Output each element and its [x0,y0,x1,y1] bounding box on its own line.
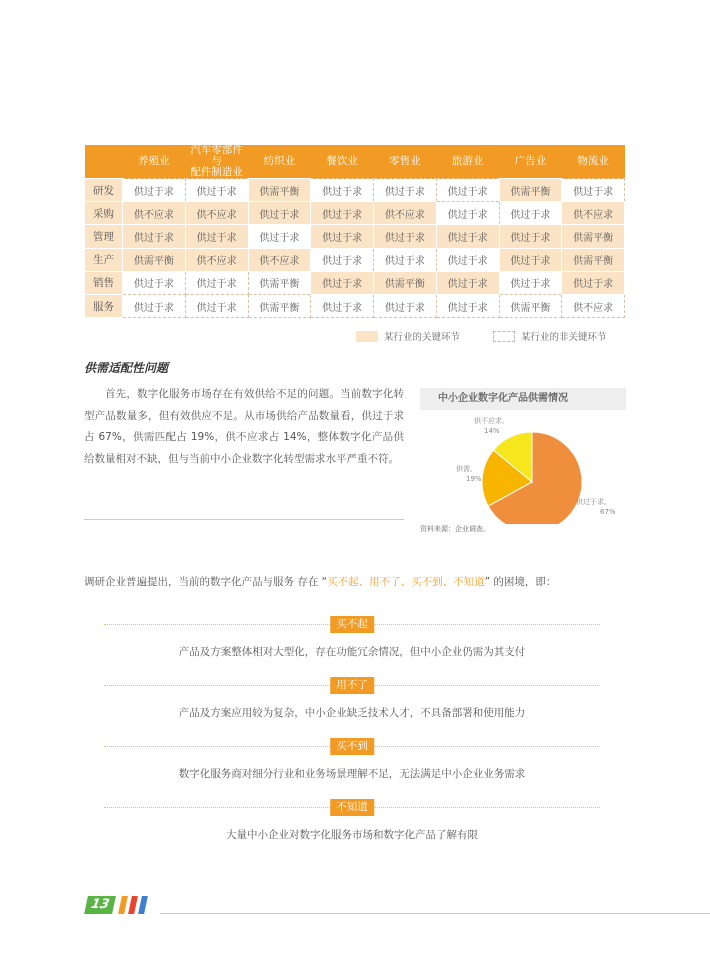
matrix-cell: 供过于求 [499,202,562,225]
matrix-cell: 供过于求 [436,294,499,317]
pie-slice-label: 供不应求, [474,417,505,425]
legend-key [356,329,460,343]
matrix-cell: 供不应求 [562,202,625,225]
matrix-cell: 供过于求 [123,271,186,294]
intro-after: ” 的困境，即： [484,576,557,588]
matrix-cell: 供过于求 [374,294,437,317]
matrix-row [85,294,625,317]
matrix-column-header: 零售业 [374,145,437,179]
matrix-cell: 供过于求 [374,225,437,248]
matrix-column-header: 养殖业 [123,145,186,179]
matrix-cell: 供过于求 [185,179,248,202]
matrix-column-header: 旅游业 [436,145,499,179]
matrix-column-header: 汽车零部件与 配件制造业 [185,145,248,179]
matrix-corner [85,145,123,179]
matrix-cell: 供过于求 [185,271,248,294]
paragraph-divider [84,519,404,520]
matrix-row-header: 销售 [85,271,123,294]
footer-stripe-orange [118,896,128,914]
matrix-cell: 供过于求 [248,202,311,225]
page-number: 13 [84,896,116,914]
matrix-cell: 供过于求 [374,248,437,271]
matrix-cell: 供需平衡 [248,271,311,294]
matrix-cell: 供过于求 [311,179,374,202]
matrix-cell: 供需平衡 [248,294,311,317]
matrix-cell: 供过于求 [311,294,374,317]
matrix-row-header: 服务 [85,294,123,317]
matrix-cell: 供过于求 [311,225,374,248]
legend-key-label: 某行业的关键环节 [384,332,461,343]
matrix-cell: 供需平衡 [123,248,186,271]
matrix-cell: 供过于求 [436,271,499,294]
matrix-cell: 供不应求 [374,202,437,225]
problem-description: 产品及方案整体相对大型化，存在功能冗余情况，但中小企业仍需为其支付 [178,646,526,658]
legend-key-swatch [356,331,378,342]
matrix-cell: 供不应求 [248,248,311,271]
matrix-row-header: 研发 [85,179,123,202]
problem-description: 数字化服务商对细分行业和业务场景理解不足，无法满足中小企业业务需求 [178,768,526,780]
problem-block [104,616,600,666]
matrix-cell: 供过于求 [436,225,499,248]
pie-slice-percent: 67% [600,508,616,516]
matrix-cell: 供不应求 [185,248,248,271]
problem-block [104,677,600,727]
matrix-row [85,271,625,294]
intro-highlight: 买不起、用不了、买不到、不知道 [327,576,485,588]
legend-nonkey-swatch [493,331,515,342]
matrix-cell: 供过于求 [248,225,311,248]
matrix-cell: 供需平衡 [499,294,562,317]
supply-demand-matrix [84,145,625,318]
pie-chart-panel [420,388,626,538]
footer-stripe-blue [138,896,148,914]
matrix-cell: 供过于求 [311,248,374,271]
matrix-cell: 供过于求 [123,225,186,248]
matrix-cell: 供过于求 [499,225,562,248]
matrix-row [85,248,625,271]
problem-block [104,799,600,849]
matrix-cell: 供过于求 [123,294,186,317]
matrix-cell: 供需平衡 [562,248,625,271]
problem-description: 产品及方案应用较为复杂，中小企业缺乏技术人才，不具备部署和使用能力 [178,707,526,719]
pie-slice-label: 供需, [456,465,473,473]
matrix-cell: 供过于求 [311,271,374,294]
matrix-cell: 供不应求 [123,202,186,225]
matrix-cell: 供过于求 [436,179,499,202]
matrix-cell: 供过于求 [499,271,562,294]
matrix-cell: 供过于求 [562,271,625,294]
footer-rule [160,913,710,914]
legend-nonkey-label: 某行业的非关键环节 [521,332,607,343]
intro-before: 调研企业普遍提出，当前的数字化产品与服务 存在 “ [84,576,328,588]
pie-chart-title: 中小企业数字化产品供需情况 [420,388,626,410]
pie-slice-percent: 19% [466,475,482,483]
matrix-cell: 供过于求 [562,179,625,202]
matrix-row [85,179,625,202]
matrix-column-header: 物流业 [562,145,625,179]
matrix-cell: 供需平衡 [374,271,437,294]
matrix-cell: 供不应求 [185,202,248,225]
pie-chart [420,410,626,524]
matrix-cell: 供不应求 [562,294,625,317]
footer-stripe-red [128,896,138,914]
matrix-row-header: 生产 [85,248,123,271]
legend-nonkey [493,329,607,343]
problem-tag: 用不了 [330,677,374,694]
pie-slice-label: 供过于求, [576,498,607,506]
matrix-cell: 供过于求 [185,294,248,317]
matrix-cell: 供过于求 [436,248,499,271]
matrix-cell: 供需平衡 [562,225,625,248]
section-title: 供需适配性问题 [84,361,169,375]
matrix-column-header: 纺织业 [248,145,311,179]
problem-tag: 买不起 [330,616,374,633]
section-paragraph: 首先，数字化服务市场存在有效供给不足的问题。当前数字化转型产品数量多，但有效供应不足。从市场供给产品数量看，供过于求占 67%，供需匹配占 19%，供不应求占 14%，整体数字化产品供给数量相对不缺，但与当前中小企业数字化转型需求水平严重不符。 [84,388,404,465]
matrix-column-header: 广告业 [499,145,562,179]
pie-slice-percent: 14% [484,427,500,435]
matrix-row-header: 管理 [85,225,123,248]
matrix-cell: 供需平衡 [499,179,562,202]
matrix-cell: 供过于求 [499,248,562,271]
pie-chart-source: 资料来源：企业调查。 [420,525,490,533]
problem-tag: 买不到 [330,738,374,755]
matrix-row-header: 采购 [85,202,123,225]
matrix-column-header: 餐饮业 [311,145,374,179]
problem-tag: 不知道 [330,799,374,816]
matrix-cell: 供过于求 [374,179,437,202]
problem-description: 大量中小企业对数字化服务市场和数字化产品了解有限 [226,829,478,841]
problem-block [104,738,600,788]
matrix-cell: 供过于求 [436,202,499,225]
matrix-cell: 供过于求 [185,225,248,248]
matrix-header-row [85,145,625,179]
matrix-row [85,202,625,225]
matrix-cell: 供过于求 [123,179,186,202]
matrix-cell: 供过于求 [311,202,374,225]
matrix-cell: 供需平衡 [248,179,311,202]
intro-sentence [84,574,556,589]
matrix-row [85,225,625,248]
